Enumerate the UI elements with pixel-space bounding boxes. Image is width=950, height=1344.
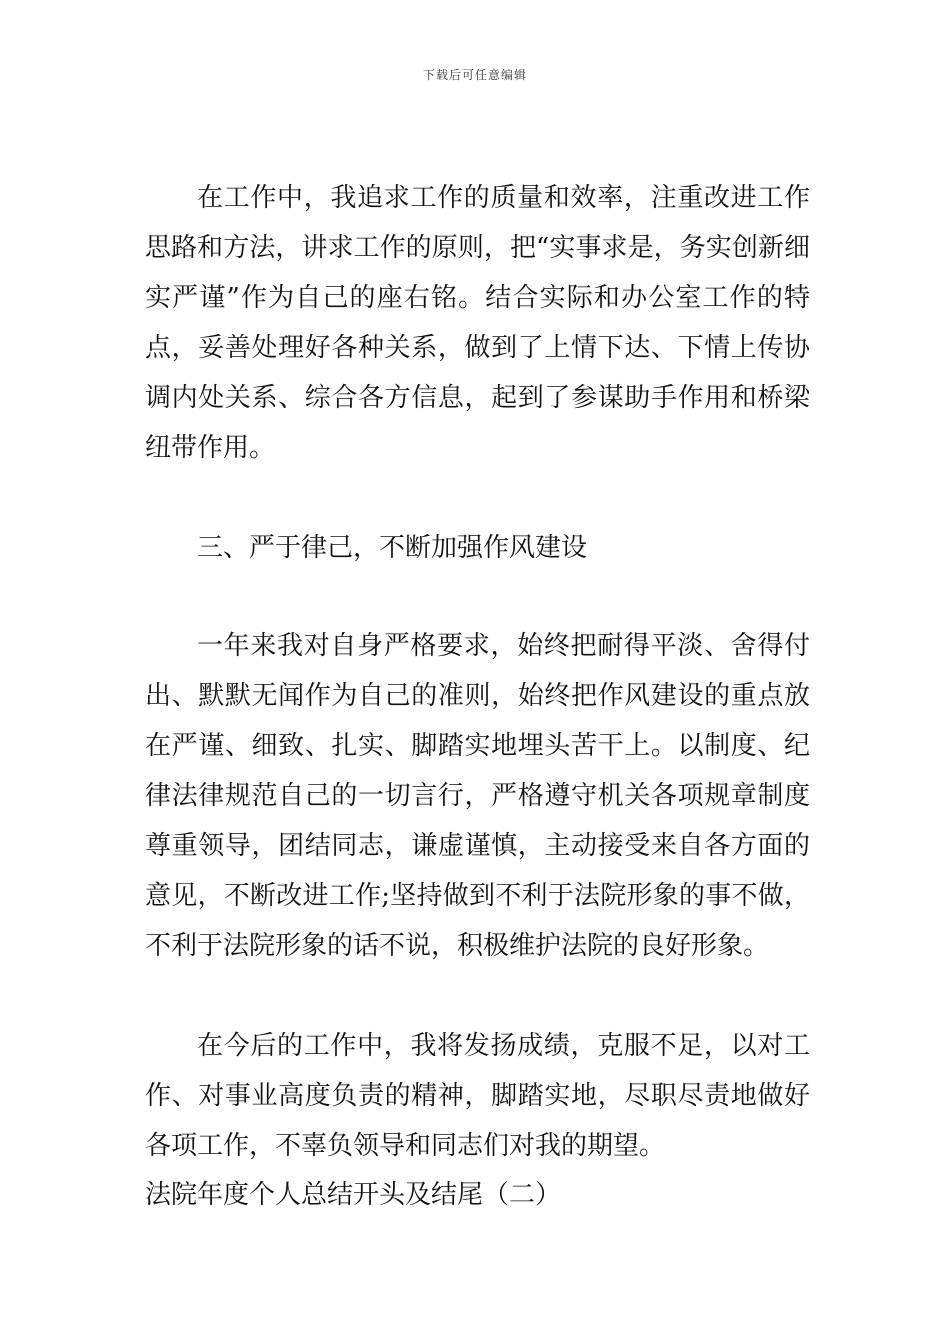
document-section-title: 法院年度个人总结开头及结尾（二） — [145, 1180, 562, 1210]
paragraph-self-discipline: 一年来我对自身严格要求，始终把耐得平淡、舍得付出、默默无闻作为自己的准则，始终把作风建设的重点放在严谨、细致、扎实、脚踏实地埋头苦干上。以制度、纪律法律规范自己的一切言行，严格遵守机关各项规章制度尊重领导，团结同志，谦虚谨慎，主动接受来自各方面的意见，不断改进工作;坚持做到不利于法院形象的事不做，不利于法院形象的话不说，积极维护法院的良好形象。 — [145, 631, 810, 961]
paragraph-work-approach: 在工作中，我追求工作的质量和效率，注重改进工作思路和方法，讲求工作的原则，把“实事求是，务实创新细实严谨”作为自己的座右铭。结合实际和办公室工作的特点，妥善处理好各种关系，做到了上情下达、下情上传协调内处关系、综合各方信息，起到了参谋助手作用和桥梁纽带作用。 — [145, 183, 810, 463]
header-note: 下载后可任意编辑 — [422, 68, 527, 82]
paragraph-future-outlook: 在今后的工作中，我将发扬成绩，克服不足，以对工作、对事业高度负责的精神，脚踏实地，尽职尽责地做好各项工作，不辜负领导和同志们对我的期望。 — [145, 1031, 810, 1161]
section-heading-discipline: 三、严于律己，不断加强作风建设 — [197, 533, 588, 563]
